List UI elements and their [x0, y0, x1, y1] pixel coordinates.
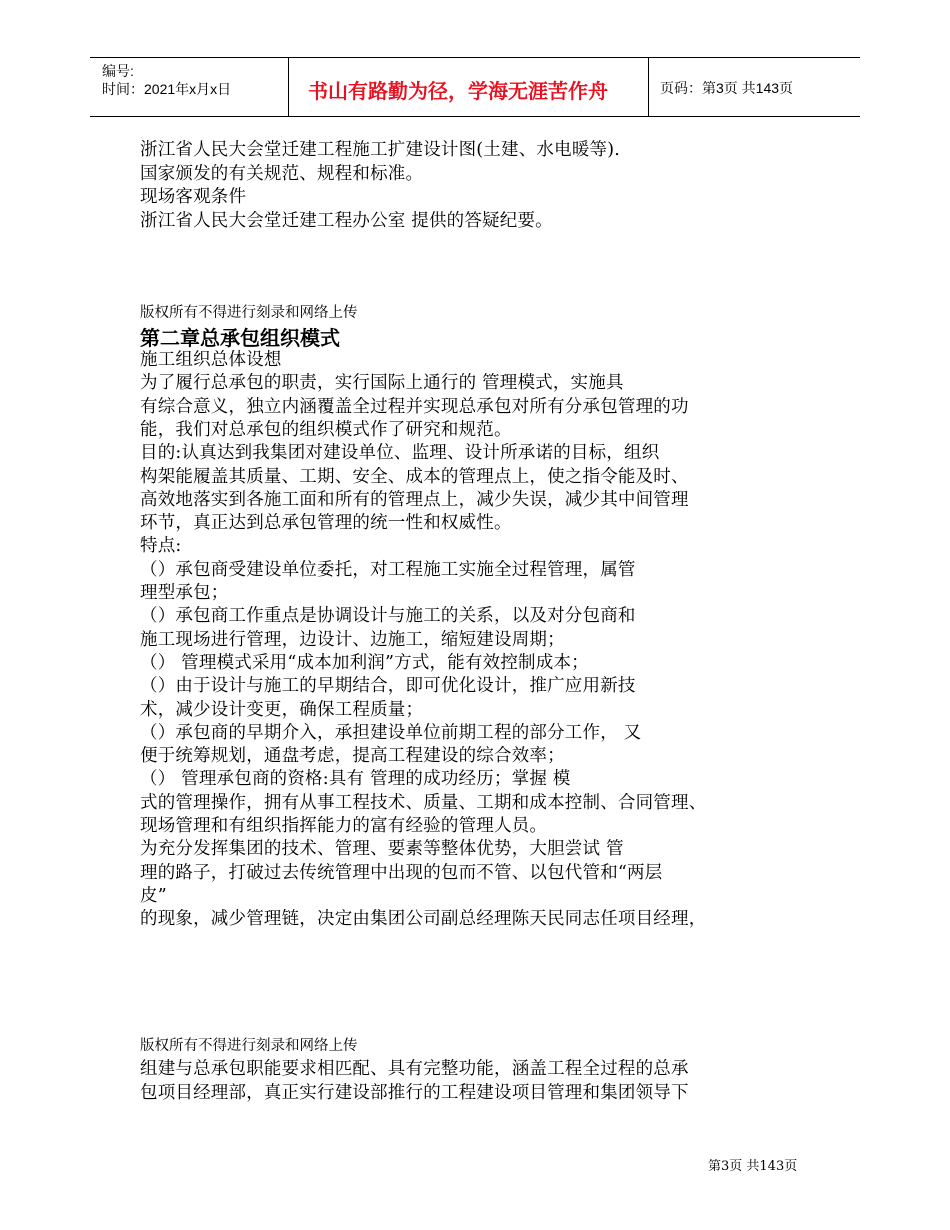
header-top-rule [90, 57, 860, 58]
body-text-line: 为了履行总承包的职责，实行国际上通行的 管理模式，实施具 [140, 373, 624, 394]
body-text-line: 为充分发挥集团的技术、管理、要素等整体优势，大胆尝试 管 [140, 839, 624, 860]
footer-page-number: 第3页 共143页 [708, 1159, 798, 1174]
body-text-line: 包项目经理部，真正实行建设部推行的工程建设项目管理和集团领导下 [140, 1083, 689, 1103]
body-text-line: 理型承包； [140, 583, 229, 603]
body-text-line: 术，减少设计变更，确保工程质量； [140, 699, 424, 720]
body-text-line: （）由于设计与施工的早期结合，即可优化设计，推广应用新技 [140, 676, 636, 697]
copyright-notice: 版权所有不得进行刻录和网络上传 [140, 305, 358, 321]
body-text-line: 构架能履盖其质量、工期、安全、成本的管理点上，使之指令能及时、 [140, 466, 689, 487]
body-text-line: 有综合意义，独立内涵覆盖全过程并实现总承包对所有分承包管理的功 [140, 396, 689, 417]
body-text-line: 皮” [140, 885, 167, 906]
body-text-line: 施工现场进行管理，边设计、边施工，缩短建设周期； [140, 629, 565, 650]
document-number-label: 编号: [102, 63, 134, 79]
body-text-line: （） 管理承包商的资格:具有 管理的成功经历；掌握 模 [140, 769, 571, 790]
body-text-line: 现场管理和有组织指挥能力的富有经验的管理人员。 [140, 816, 548, 836]
body-text-line: 国家颁发的有关规范、规程和标准。 [140, 163, 424, 184]
header-divider-right [648, 57, 649, 116]
body-text-line: （）承包商的早期介入，承担建设单位前期工程的部分工作， 又 [140, 722, 642, 743]
header-page-info: 页码：第3页 共143页 [660, 80, 794, 96]
header-motto: 书山有路勤为径，学海无涯苦作舟 [308, 79, 608, 103]
header-bottom-rule [90, 116, 860, 117]
body-text-line: （） 管理模式采用“成本加利润”方式，能有效控制成本； [140, 652, 589, 673]
body-text-line: 环节，真正达到总承包管理的统一性和权威性。 [140, 513, 512, 534]
copyright-notice: 版权所有不得进行刻录和网络上传 [140, 1038, 358, 1054]
body-text-line: 理的路子，打破过去传统管理中出现的包而不管、以包代管和“两层 [140, 862, 663, 883]
body-text-line: 浙江省人民大会堂迁建工程办公室 提供的答疑纪要。 [140, 210, 553, 231]
body-text-line: 高效地落实到各施工面和所有的管理点上，减少失误，减少其中间管理 [140, 489, 689, 510]
body-text-line: （）承包商受建设单位委托，对工程施工实施全过程管理，属管 [140, 559, 636, 580]
body-text-line: 组建与总承包职能要求相匹配、具有完整功能，涵盖工程全过程的总承 [140, 1059, 689, 1079]
header-divider-left [288, 57, 289, 116]
body-text-line: 浙江省人民大会堂迁建工程施工扩建设计图(土建、水电暖等). [140, 140, 621, 160]
body-text-line: 目的:认真达到我集团对建设单位、监理、设计所承诺的目标，组织 [140, 443, 660, 464]
document-time-label: 时间：2021年x月x日 [102, 81, 232, 97]
body-text-line: 特点: [140, 536, 182, 557]
body-text-line: （）承包商工作重点是协调设计与施工的关系，以及对分包商和 [140, 606, 636, 627]
body-text-line: 现场客观条件 [140, 187, 247, 207]
body-text-line: 能，我们对总承包的组织模式作了研究和规范。 [140, 419, 512, 440]
body-text-line: 的现象，减少管理链，决定由集团公司副总经理陈天民同志任项目经理， [140, 909, 707, 930]
body-text-line: 式的管理操作，拥有从事工程技术、质量、工期和成本控制、合同管理、 [140, 792, 707, 813]
chapter-title: 第二章总承包组织模式 [140, 326, 340, 350]
body-text-line: 便于统筹规划，通盘考虑，提高工程建设的综合效率； [140, 746, 565, 767]
body-text-line: 施工组织总体设想 [140, 350, 282, 370]
